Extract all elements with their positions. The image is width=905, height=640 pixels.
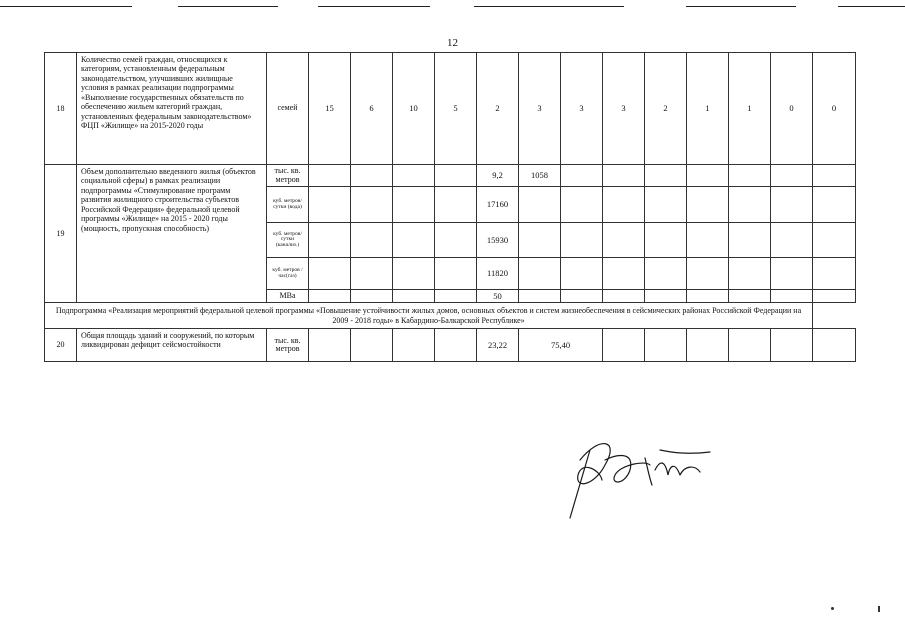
value-cell: 3 [519,53,561,165]
row-description: Общая площадь зданий и сооружений, по которым ликвидирован дефицит сейсмостойкости [77,329,267,362]
top-rule [318,6,430,7]
indicators-table [44,52,856,362]
row-unit: куб. метров /час(газ) [267,258,309,290]
row-number: 19 [45,165,77,303]
value-cell: 23,22 [477,329,519,362]
value-cell: 0 [771,53,813,165]
row-unit: куб. метров/ сутки (вода) [267,187,309,223]
row-unit: куб. метров/ сутки (канализ.) [267,223,309,258]
table-row [45,165,856,187]
top-rule [178,6,278,7]
table-row [45,53,856,165]
top-rule [474,6,624,7]
value-cell: 1 [687,53,729,165]
value-cell: 6 [351,53,393,165]
value-cell: 15 [309,53,351,165]
scan-dot [878,606,880,612]
row-description: Объем дополнительно введенного жилья (объектов социальной сферы) в рамках реализации подпрограммы «Стимулирование программ развития жилищного строительства субъектов Российской Федерации» федеральной целевой программы «Жилище» на 2015 - 2020 годы (мощность, пропускная способность) [77,165,267,303]
value-cell: 10 [393,53,435,165]
row-unit: семей [267,53,309,165]
top-rule [686,6,796,7]
value-cell: 5 [435,53,477,165]
table-row [45,329,856,362]
value-cell: 3 [561,53,603,165]
page-number: 12 [447,37,458,49]
row-unit: тыс. кв. метров [267,329,309,362]
value-cell: 3 [603,53,645,165]
value-cell: 75,40 [519,329,603,362]
row-description: Количество семей граждан, относящихся к категориям, установленным федеральным законодательством, улучшивших жилищные условия в рамках реализации подпрограммы «Выполнение государственных обязательств по обеспечению жильем категорий граждан, установленных федеральным законодательством» ФЦП «Жилище» на 2015-2020 годы [77,53,267,165]
row-number: 18 [45,53,77,165]
top-rule [0,6,132,7]
subprogram-heading: Подпрограмма «Реализация мероприятий федеральной целевой программы «Повышение устойчивости жилых домов, основных объектов и систем жизнеобеспечения в сейсмических районах Российской Федерации на 2009 - 2018 годы» в Кабардино-Балкарской Республике» [45,303,813,329]
row-number: 20 [45,329,77,362]
value-cell: 1 [729,53,771,165]
value-cell: 17160 [477,187,519,223]
value-cell: 11820 [477,258,519,290]
table-row [45,303,856,329]
signature [560,430,720,520]
value-cell: 50 [477,290,519,303]
scan-dot [831,607,834,610]
value-cell: 15930 [477,223,519,258]
row-unit: МВа [267,290,309,303]
value-cell: 0 [813,53,856,165]
value-cell: 2 [477,53,519,165]
value-cell: 2 [645,53,687,165]
row-unit: тыс. кв. метров [267,165,309,187]
value-cell: 9,2 [477,165,519,187]
value-cell: 1058 [519,165,561,187]
top-rule [838,6,905,7]
